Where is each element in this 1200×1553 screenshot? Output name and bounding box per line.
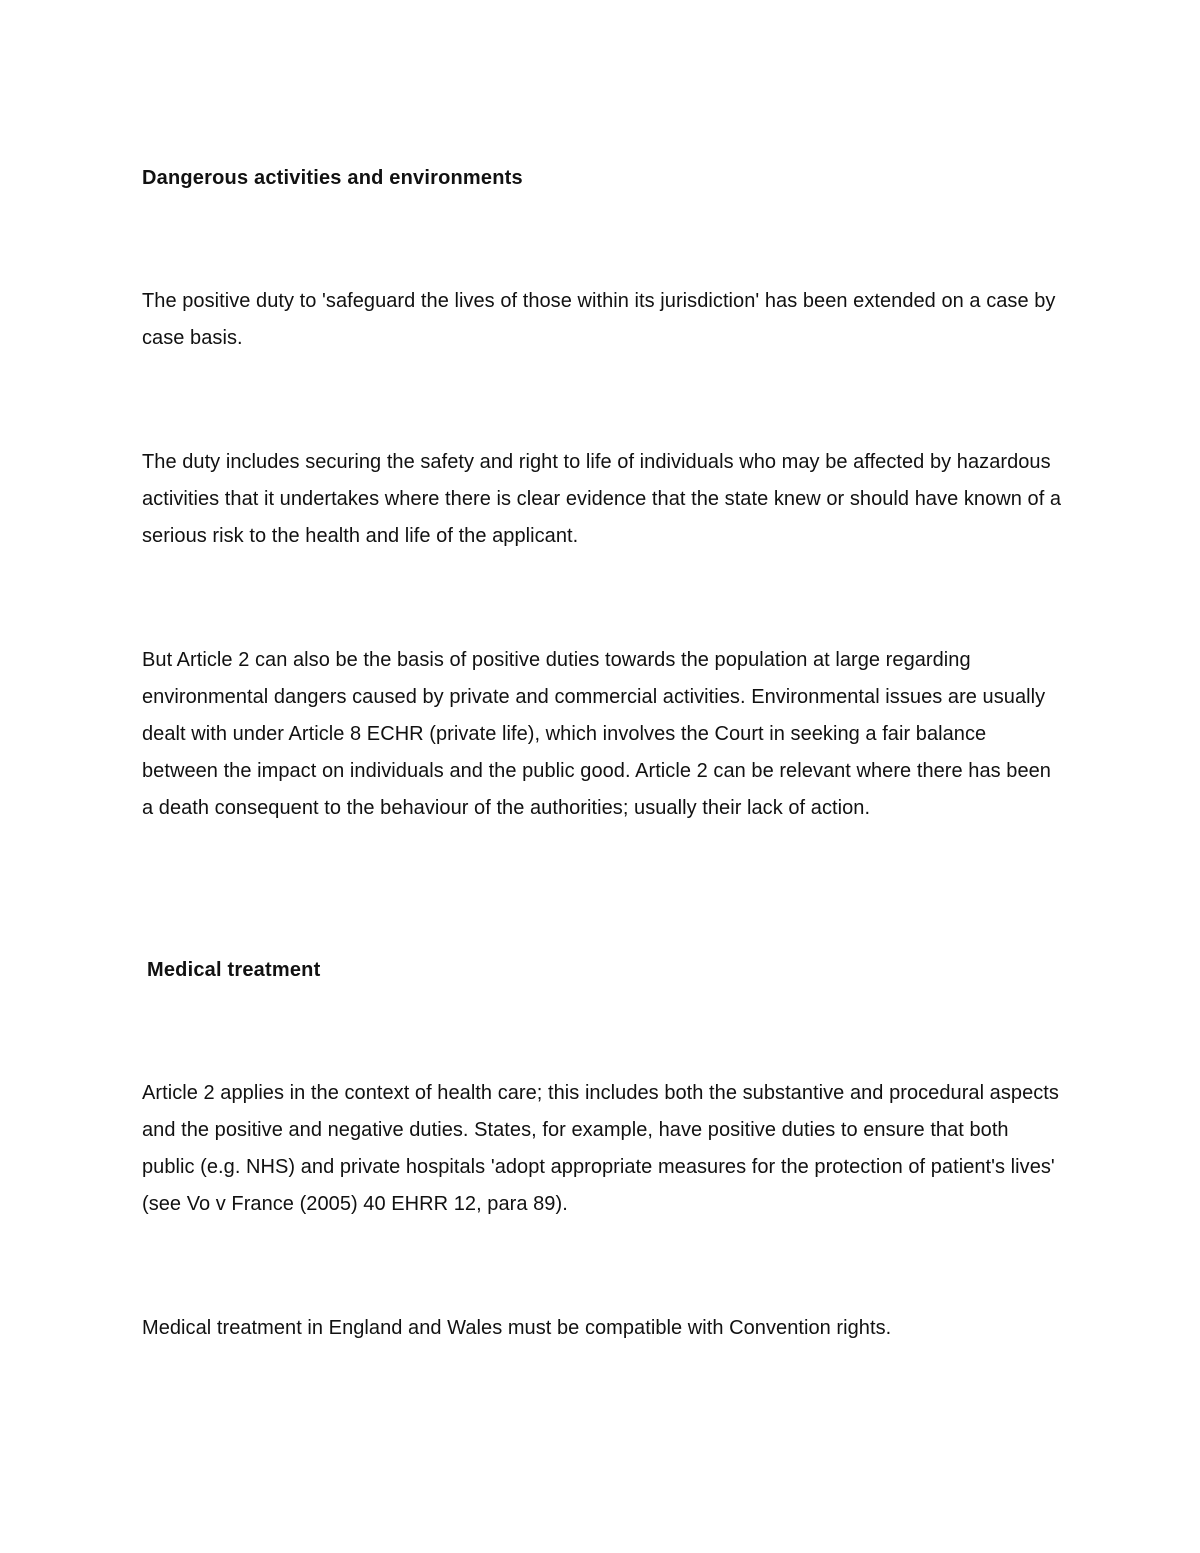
paragraph-article2-health-care: Article 2 applies in the context of health care; this includes both the substantive and procedural aspects and the positive and negative duties. States, for example, have positive duties to ensure that both public (e.g. NHS) and private hospitals 'adopt appropriate measures for the protection of patient's lives' (see Vo v France (2005) 40 EHRR 12, para 89).: [142, 1082, 1059, 1215]
paragraph-duty-includes: The duty includes securing the safety and right to life of individuals who may be affected by hazardous activities that it undertakes where there is clear evidence that the state knew or should have known of a serious risk to the health and life of the applicant.: [142, 451, 1062, 547]
section-heading-medical-treatment: Medical treatment: [147, 959, 321, 981]
paragraph-positive-duty: The positive duty to 'safeguard the lives of those within its jurisdiction' has been extended on a case by case basis.: [142, 290, 1056, 349]
section-heading-dangerous-activities: Dangerous activities and environments: [142, 167, 523, 189]
paragraph-medical-treatment-england: Medical treatment in England and Wales must be compatible with Convention rights.: [142, 1317, 892, 1339]
paragraph-article2-environment: But Article 2 can also be the basis of positive duties towards the population at large regarding environmental dangers caused by private and commercial activities. Environmental issues are usually dealt with under Article 8 ECHR (private life), which involves the Court in seeking a fair balance between the impact on individuals and the public good. Article 2 can be relevant where there has been a death consequent to the behaviour of the authorities; usually their lack of action.: [142, 649, 1051, 819]
